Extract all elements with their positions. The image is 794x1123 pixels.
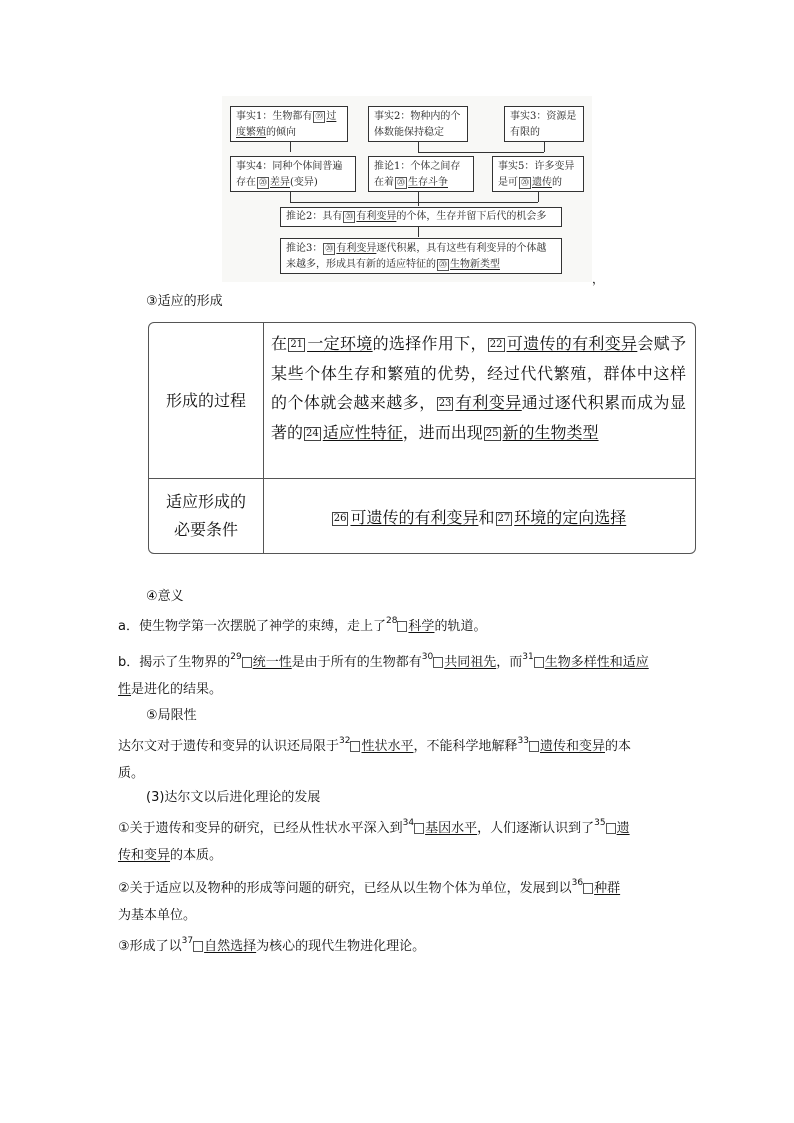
row2-content: 26 可遗传的有利变异和 27 环境的定向选择	[333, 508, 627, 527]
significance-a: a．使生物学第一次摆脱了神学的束缚，走上了$^{28}$ 科学的轨道。	[118, 616, 487, 634]
fact2-box: 事实2：物种内的个体数能保持稳定	[368, 106, 468, 142]
development-p2: ②关于适应以及物种的形成等问题的研究，已经从以生物个体为单位，发展到以$^{36}$ 种群 为基本单位。	[118, 878, 621, 923]
row1-head: 形成的过程	[149, 323, 264, 478]
limitation-text: 达尔文对于遗传和变异的认识还局限于$^{32}$ 性状水平，不能科学地解释$^{33}$ 遗传和变异的本 质。	[118, 736, 631, 781]
adaptation-table	[148, 322, 696, 554]
row2-head: 适应形成的必要条件	[149, 479, 264, 553]
limitation-title: ⑤局限性	[146, 708, 197, 723]
inference1-box: 推论1：个体之间存在着 ⑳ 生存斗争	[368, 156, 474, 192]
development-p1: ①关于遗传和变异的研究，已经从性状水平深入到$^{34}$ 基因水平，人们逐渐认识到了$^{35}$ 遗 传和变异的本质。	[118, 818, 630, 863]
development-p3: ③形成了以$^{37}$ 自然选择为核心的现代生物进化理论。	[118, 936, 426, 954]
inference3-box: 推论3： ⑳ 有利变异逐代积累，具有这些有利变异的个体越来越多，形成具有新的适应特征的 ⑳ 生物新类型	[280, 238, 562, 274]
flowchart-comma: ，	[592, 272, 605, 286]
row1-content: 在 21 一定环境的选择作用下， 22 可遗传的有利变异会赋予某些个体生存和繁殖的优势，经过代代繁殖，群体中这样的个体就会越来越多， 23 有利变异通过逐代积累而成为显著的 24 适应性特征，进而出现 25 新的生物类型	[271, 334, 686, 442]
inference2-box: 推论2：具有 ⑳ 有利变异的个体，生存并留下后代的机会多	[280, 207, 562, 227]
fact3-box: 事实3：资源是有限的	[504, 106, 584, 142]
section-adaptation-title: ③适应的形成	[146, 294, 223, 309]
fact5-box: 事实5：许多变异是可 ⑳ 遗传的	[492, 156, 584, 192]
significance-title: ④意义	[146, 589, 184, 604]
fact4-box: 事实4：同种个体间普遍存在 ⑳ 差异(变异)	[230, 156, 356, 192]
development-title: (3)达尔文以后进化理论的发展	[146, 790, 321, 805]
evolution-flowchart	[222, 96, 592, 282]
fact1-box: 事实1：生物都有 ⑲ 过度繁殖的倾向	[230, 106, 348, 142]
significance-b: b．揭示了生物界的$^{29}$ 统一性是由于所有的生物都有$^{30}$ 共同祖先，而$^{31}$ 生物多样性和适应 性是进化的结果。	[118, 652, 649, 697]
